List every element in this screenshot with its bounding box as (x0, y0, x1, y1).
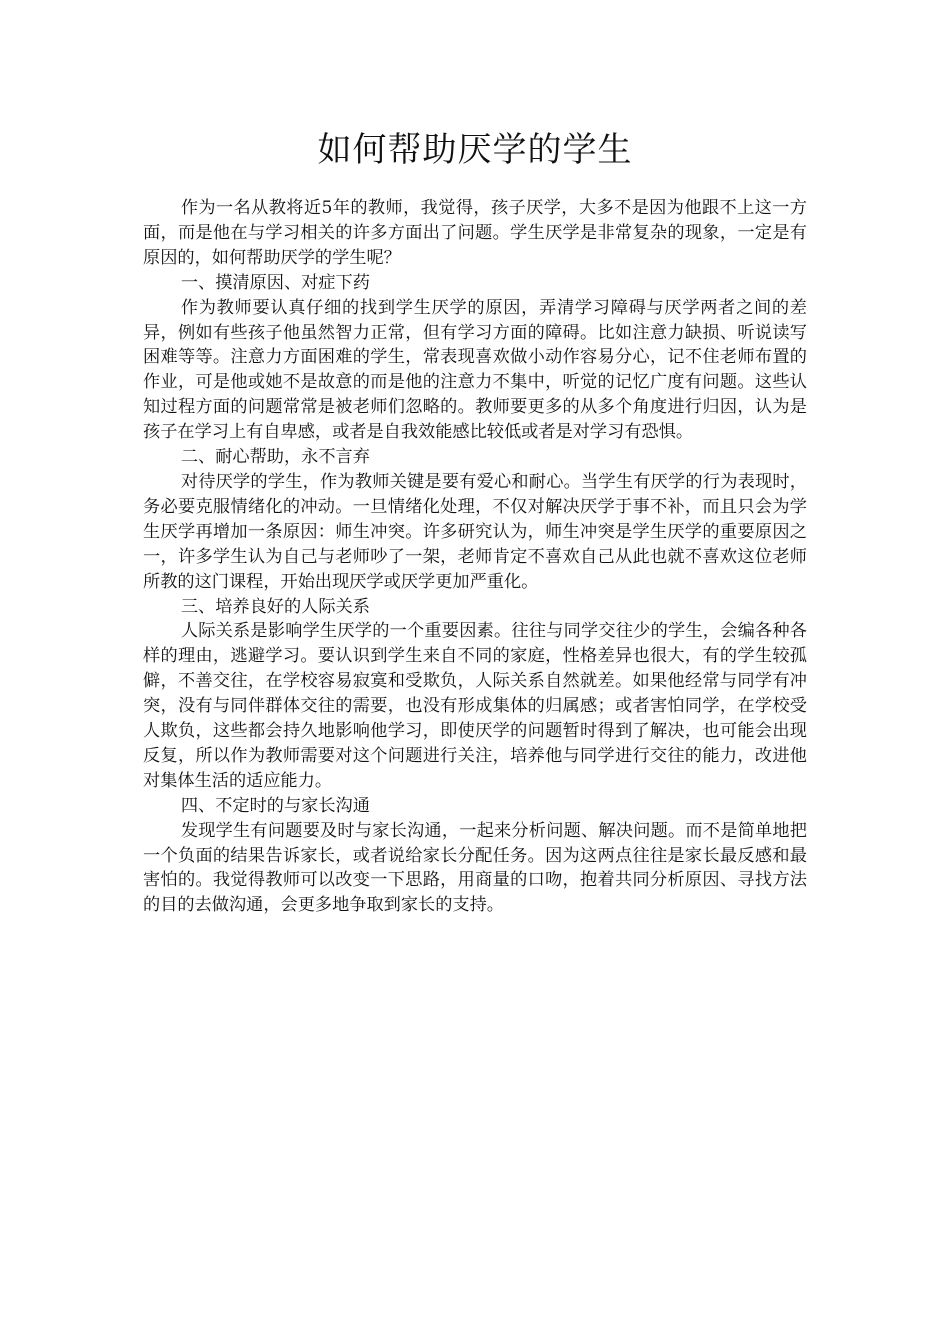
section-heading-1: 一、摸清原因、对症下药 (180, 272, 370, 293)
section-heading-2: 二、耐心帮助，永不言弃 (180, 447, 370, 468)
intro-paragraph: 作为一名从教将近5年的教师，我觉得，孩子厌学，大多不是因为他跟不上这一方面，而是他在与学习相关的许多方面出了问题。学生厌学是非常复杂的现象，一定是有原因的，如何帮助厌学的学生呢？ (143, 198, 807, 268)
section-paragraph-1: 作为教师要认真仔细的找到学生厌学的原因，弄清学习障碍与厌学两者之间的差异，例如有些孩子他虽然智力正常，但有学习方面的障碍。比如注意力缺损、听说读写困难等等。注意力方面困难的学生，常表现喜欢做小动作容易分心，记不住老师布置的作业，可是他或她不是故意的而是他的注意力不集中，听觉的记忆广度有问题。这些认知过程方面的问题常常是被老师们忽略的。教师要更多的从多个角度进行归因，认为是孩子在学习上有自卑感，或者是自我效能感比较低或者是对学习有恐惧。 (143, 297, 807, 443)
section-heading-4: 四、不定时的与家长沟通 (180, 795, 370, 816)
section-heading-3: 三、培养良好的人际关系 (180, 596, 370, 617)
section-paragraph-3: 人际关系是影响学生厌学的一个重要因素。往往与同学交往少的学生，会编各种各样的理由，逃避学习。要认识到学生来自不同的家庭，性格差异也很大，有的学生较孤僻，不善交往，在学校容易寂寞和受欺负，人际关系自然就差。如果他经常与同学有冲突，没有与同伴群体交往的需要，也没有形成集体的归属感；或者害怕同学，在学校受人欺负，这些都会持久地影响他学习，即使厌学的问题暂时得到了解决，也可能会出现反复，所以作为教师需要对这个问题进行关注，培养他与同学进行交往的能力，改进他对集体生活的适应能力。 (143, 621, 807, 791)
section-paragraph-4: 发现学生有问题要及时与家长沟通，一起来分析问题、解决问题。而不是简单地把一个负面的结果告诉家长，或者说给家长分配任务。因为这两点往往是家长最反感和最害怕的。我觉得教师可以改变一下思路，用商量的口吻，抱着共同分析原因、寻找方法的目的去做沟通，会更多地争取到家长的支持。 (143, 820, 807, 916)
document-body (143, 196, 807, 918)
page-title: 如何帮助厌学的学生 (317, 130, 633, 170)
section-paragraph-2: 对待厌学的学生，作为教师关键是要有爱心和耐心。当学生有厌学的行为表现时，务必要克服情绪化的冲动。一旦情绪化处理，不仅对解决厌学于事不补，而且只会为学生厌学再增加一条原因：师生冲突。许多研究认为，师生冲突是学生厌学的重要原因之一，许多学生认为自己与老师吵了一架，老师肯定不喜欢自己从此也就不喜欢这位老师所教的这门课程，开始出现厌学或厌学更加严重化。 (143, 471, 807, 592)
